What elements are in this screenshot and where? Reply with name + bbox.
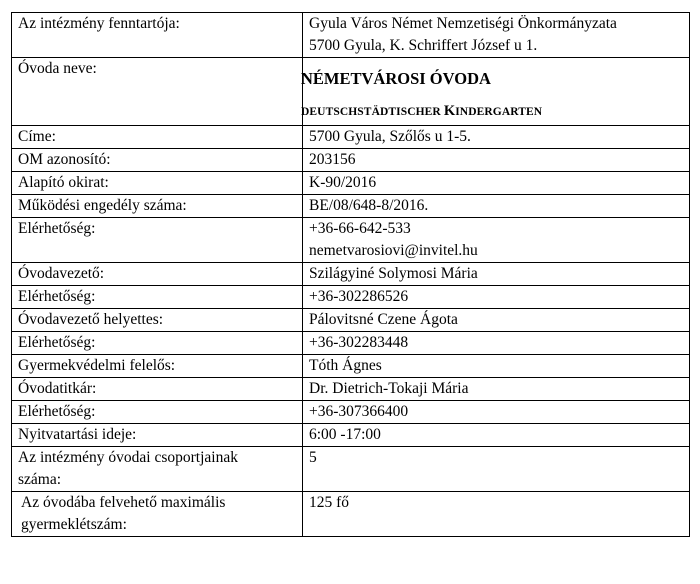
label-cell [12, 424, 303, 447]
label-cell [12, 378, 303, 401]
table-row [12, 447, 690, 492]
email-value: nemetvarosiovi@invitel.hu [309, 242, 478, 259]
value-cell [303, 401, 690, 424]
table-row [12, 218, 690, 263]
table-row [12, 263, 690, 286]
row-label: Címe: [18, 128, 56, 145]
value-cell [303, 355, 690, 378]
row-label: Az intézmény óvodai csoportjainak [18, 449, 238, 466]
value-cell [303, 286, 690, 309]
label-cell [12, 218, 303, 263]
kindergarten-info-table [11, 12, 690, 537]
value-cell [303, 13, 690, 58]
label-cell [12, 355, 303, 378]
label-cell [12, 492, 303, 537]
director-phone-value: +36-302286526 [309, 288, 409, 305]
maintainer-name: Gyula Város Német Nemzetiségi Önkormányzata [309, 15, 617, 32]
maintainer-address: 5700 Gyula, K. Schriffert József u 1. [309, 37, 538, 54]
value-cell [303, 424, 690, 447]
table-row [12, 13, 690, 58]
group-count-value: 5 [309, 449, 317, 466]
label-cell [12, 447, 303, 492]
kindergarten-name-de [301, 102, 689, 121]
row-label: Elérhetőség: [18, 403, 96, 420]
label-cell [12, 332, 303, 355]
label-cell [12, 126, 303, 149]
row-label: OM azonosító: [18, 151, 111, 168]
value-cell [303, 149, 690, 172]
secretary-phone-value: +36-307366400 [309, 403, 409, 420]
value-cell [303, 126, 690, 149]
row-label: Az óvodába felvehető maximális [21, 494, 226, 511]
row-label-cont: gyermeklétszám: [21, 516, 127, 533]
row-label: Elérhetőség: [18, 334, 96, 351]
value-cell [303, 172, 690, 195]
row-label: Elérhetőség: [18, 220, 96, 237]
row-label: Elérhetőség: [18, 288, 96, 305]
label-cell [12, 195, 303, 218]
label-cell [12, 286, 303, 309]
value-cell [303, 378, 690, 401]
table-row [12, 286, 690, 309]
row-label: Alapító okirat: [18, 174, 109, 191]
value-cell [303, 195, 690, 218]
table-row [12, 492, 690, 537]
row-label: Óvodavezető helyettes: [18, 311, 164, 328]
value-cell [303, 492, 690, 537]
table-row [12, 309, 690, 332]
label-cell [12, 401, 303, 424]
label-cell [12, 172, 303, 195]
label-cell [12, 149, 303, 172]
label-cell [12, 13, 303, 58]
table-row [12, 149, 690, 172]
row-label: Nyitvatartási ideje: [18, 426, 137, 443]
value-cell [303, 58, 690, 126]
table-row [12, 424, 690, 447]
value-cell [303, 263, 690, 286]
value-cell [303, 309, 690, 332]
name-de-part: DEUTSCHSTÄDTISCHER [301, 106, 444, 118]
table-row [12, 332, 690, 355]
row-label: Óvoda neve: [18, 60, 97, 77]
phone-value: +36-66-642-533 [309, 220, 411, 237]
row-label: Gyermekvédelmi felelős: [18, 357, 176, 374]
table-row [12, 401, 690, 424]
deputy-value: Pálovitsné Czene Ágota [309, 311, 458, 328]
founding-document-value: K-90/2016 [309, 174, 377, 191]
table-row [12, 58, 690, 126]
kindergarten-name-hu: NÉMETVÁROSI ÓVODA [301, 69, 491, 88]
license-number-value: BE/08/648-8/2016. [309, 197, 429, 214]
table-row [12, 126, 690, 149]
deputy-phone-value: +36-302283448 [309, 334, 409, 351]
name-de-rest: INDERGARTEN [455, 106, 543, 118]
address-value: 5700 Gyula, Szőlős u 1-5. [309, 128, 471, 145]
row-label-cont: száma: [18, 471, 62, 488]
value-cell [303, 218, 690, 263]
director-value: Szilágyiné Solymosi Mária [309, 265, 478, 282]
label-cell [12, 309, 303, 332]
value-cell [303, 447, 690, 492]
table-row [12, 378, 690, 401]
row-label: Az intézmény fenntartója: [18, 15, 180, 32]
row-label: Működési engedély száma: [18, 197, 187, 214]
value-cell [303, 332, 690, 355]
name-de-initial: K [443, 103, 456, 119]
max-capacity-value: 125 fő [309, 494, 350, 511]
row-label: Óvodavezető: [18, 265, 105, 282]
table-row [12, 195, 690, 218]
row-label: Óvodatitkár: [18, 380, 97, 397]
table-row [12, 355, 690, 378]
label-cell [12, 263, 303, 286]
opening-hours-value: 6:00 -17:00 [309, 426, 381, 443]
child-protection-value: Tóth Ágnes [309, 357, 382, 374]
table-row [12, 172, 690, 195]
label-cell [12, 58, 303, 126]
secretary-value: Dr. Dietrich-Tokaji Mária [309, 380, 469, 397]
om-id-value: 203156 [309, 151, 356, 168]
